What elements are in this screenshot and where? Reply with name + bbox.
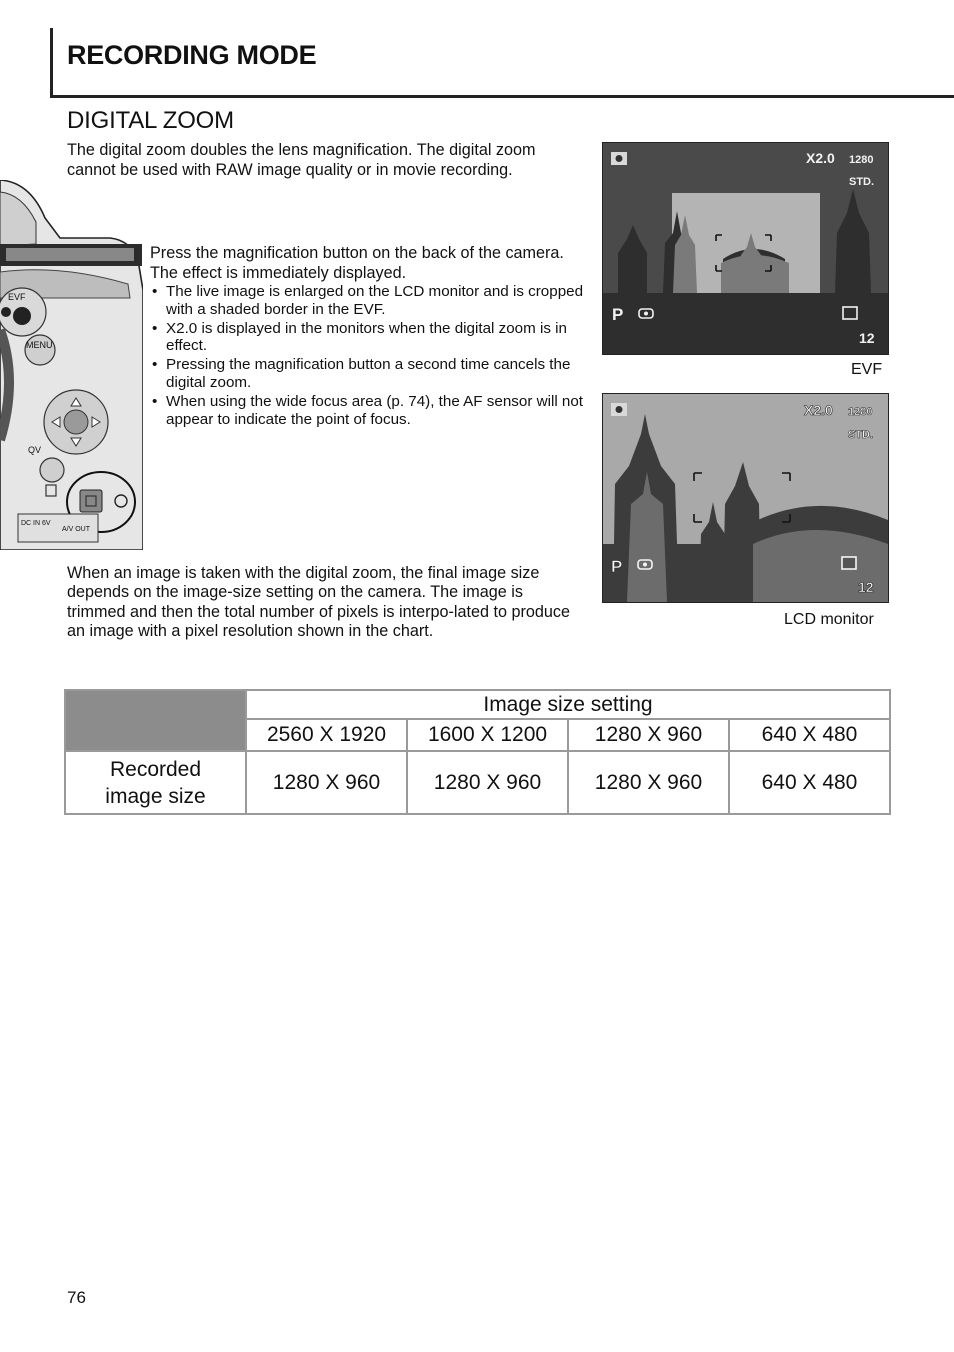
bullet-item: • X2.0 is displayed in the monitors when the digital zoom is in effect. <box>150 320 590 356</box>
table-cell: 1280 X 960 <box>568 719 729 751</box>
table-row-label <box>65 751 246 814</box>
table-cell: 1600 X 1200 <box>407 719 568 751</box>
table-cell: 640 X 480 <box>729 751 890 814</box>
page-number: 76 <box>67 1288 86 1307</box>
lcd-size-indicator: 1280 <box>848 406 873 418</box>
bullet-item: • The live image is enlarged on the LCD monitor and is cropped with a shaded border in the EVF. <box>150 283 590 319</box>
evf-mode-indicator: P <box>612 305 624 324</box>
table-cell: 640 X 480 <box>729 719 890 751</box>
table-header-row <box>65 690 890 719</box>
bullet-list <box>150 283 590 429</box>
evf-zoom-indicator: X2.0 <box>806 150 835 166</box>
intro-paragraph: The digital zoom doubles the lens magnification. The digital zoom cannot be used with RAW image quality or in movie recording. <box>67 141 536 179</box>
table-cell: 1280 X 960 <box>568 751 729 814</box>
bullet-item: • Pressing the magnification button a second time cancels the digital zoom. <box>150 356 590 392</box>
evf-scene <box>603 143 888 354</box>
row-label-line: image size <box>105 784 206 808</box>
header-rule-vertical <box>50 28 53 98</box>
press-paragraph: Press the magnification button on the back of the camera. The effect is immediately displayed. <box>150 244 564 282</box>
lcd-monitor <box>602 393 889 603</box>
row-label-line: Recorded <box>109 757 202 781</box>
lcd-scene <box>603 394 888 602</box>
lcd-quality-indicator: STD. <box>848 429 874 441</box>
camera-av-label: A/V OUT <box>62 526 91 533</box>
page-title: RECORDING MODE <box>67 40 317 70</box>
lcd-zoom-indicator: X2.0 <box>804 402 833 418</box>
camera-qv-label: QV <box>28 445 42 455</box>
section-title: DIGITAL ZOOM <box>67 107 234 134</box>
camera-evf-label: EVF <box>8 292 26 302</box>
table-header-cell: Image size setting <box>246 690 890 719</box>
camera-dcin-label: DC IN 6V <box>21 520 51 527</box>
evf-monitor <box>602 142 889 355</box>
lcd-frames-counter: 12 <box>858 579 874 595</box>
bullet-item: • When using the wide focus area (p. 74), the AF sensor will not appear to indicate the point of focus. <box>150 393 590 429</box>
image-size-table <box>64 689 891 815</box>
header-rule-horizontal <box>50 95 954 98</box>
table-cell: 1280 X 960 <box>246 751 407 814</box>
lcd-label: LCD monitor <box>784 611 874 628</box>
table-cell: 1280 X 960 <box>407 751 568 814</box>
camera-illustration <box>0 180 143 550</box>
table-cell: 2560 X 1920 <box>246 719 407 751</box>
when-paragraph: When an image is taken with the digital zoom, the final image size depends on the image-size setting on the camera. The image is trimmed and then the total number of pixels is interpo-lated to produce an image with a pixel resolution shown in the chart. <box>67 564 570 641</box>
table-corner-cell <box>65 690 246 751</box>
evf-quality-indicator: STD. <box>849 176 875 188</box>
table-recorded-row <box>65 751 890 814</box>
lcd-mode-indicator: P <box>611 557 623 576</box>
camera-menu-label: MENU <box>26 340 53 350</box>
evf-label: EVF <box>851 361 883 378</box>
evf-frames-counter: 12 <box>859 330 875 346</box>
evf-size-indicator: 1280 <box>849 154 874 166</box>
